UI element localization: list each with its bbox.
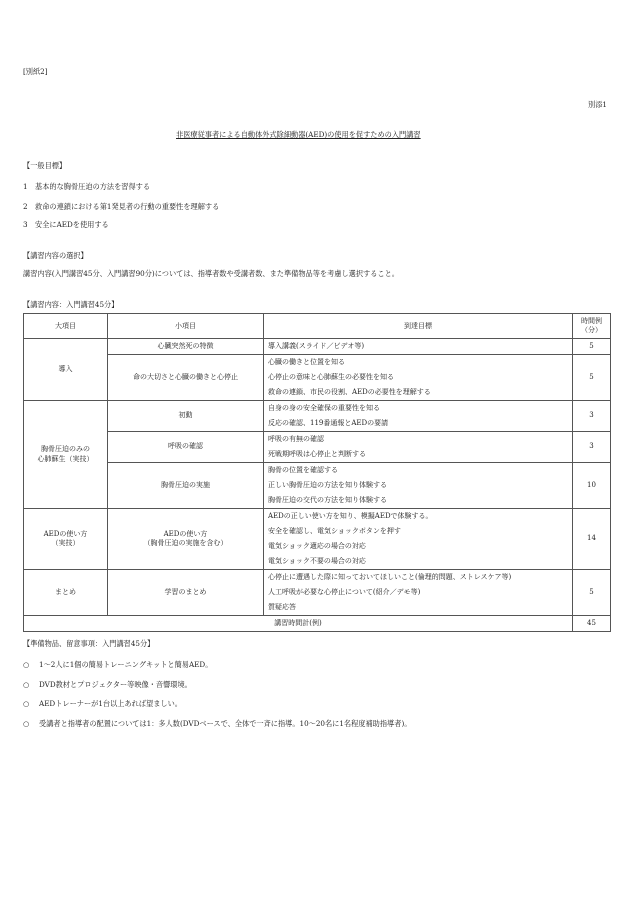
header-major: 大項目 — [24, 314, 108, 339]
time-cell: 5 — [573, 339, 611, 355]
goal-cell: 自身の身の安全確保の重要性を知る 反応の確認、119番通報とAEDの要請 — [264, 401, 573, 432]
preparation-item-text: 1～2人に1個の簡易トレーニングキットと簡易AED。 — [39, 660, 213, 669]
minor-item: 呼吸の確認 — [108, 432, 264, 463]
general-goal-number: 3 — [23, 220, 28, 229]
goal-cell: 心停止に遭遇した際に知っておいてほしいこと(倫理的問題、ストレスケア等) 人工呼吸が必要な心停止について(紹介／デモ等) 質疑応答 — [264, 570, 573, 616]
general-goal-text: 基本的な胸骨圧迫の方法を習得する — [35, 182, 151, 191]
table-row — [24, 509, 611, 570]
time-cell: 14 — [573, 509, 611, 570]
general-goal-number: 2 — [23, 202, 28, 211]
goal-cell: 胸骨の位置を確認する 正しい胸骨圧迫の方法を知り体験する 胸骨圧迫の交代の方法を知り体験する — [264, 463, 573, 509]
table-row — [24, 355, 611, 401]
minor-item: 学習のまとめ — [108, 570, 264, 616]
table-row — [24, 401, 611, 432]
time-cell: 5 — [573, 570, 611, 616]
preparation-item — [23, 661, 212, 670]
course-table-heading: 【講習内容：入門講習45分】 — [23, 300, 119, 309]
preparation-item — [23, 720, 411, 729]
goal-cell: AEDの正しい使い方を知り、模擬AEDで体験する。 安全を確認し、電気ショックボタンを押す 電気ショック適応の場合の対応 電気ショック不要の場合の対応 — [264, 509, 573, 570]
header-minor: 小項目 — [108, 314, 264, 339]
table-header-row — [24, 314, 611, 339]
general-goal-item — [23, 183, 150, 192]
preparation-item — [23, 681, 192, 690]
minor-item: 初動 — [108, 401, 264, 432]
course-table — [23, 313, 611, 632]
bullet-icon: ○ — [23, 660, 30, 669]
time-cell: 3 — [573, 432, 611, 463]
preparation-item — [23, 700, 182, 709]
general-goal-item — [23, 203, 219, 212]
general-goal-item — [23, 221, 109, 230]
total-row — [24, 616, 611, 632]
major-item: 導入 — [24, 339, 108, 401]
minor-item: 命の大切さと心臓の働きと心停止 — [108, 355, 264, 401]
minor-item: 胸骨圧迫の実施 — [108, 463, 264, 509]
selection-heading: 【講習内容の選択】 — [23, 251, 88, 260]
major-item: まとめ — [24, 570, 108, 616]
preparation-item-text: AEDトレーナーが1台以上あれば望ましい。 — [39, 699, 182, 708]
time-cell: 10 — [573, 463, 611, 509]
total-label: 講習時間計(例) — [24, 616, 573, 632]
time-cell: 5 — [573, 355, 611, 401]
bullet-icon: ○ — [23, 699, 30, 708]
goal-cell: 心臓の働きと位置を知る 心停止の意味と心肺蘇生の必要性を知る 救命の連鎖、市民の役割、AEDの必要性を理解する — [264, 355, 573, 401]
table-row — [24, 339, 611, 355]
goal-cell: 導入講義(スライド／ビデオ等) — [264, 339, 573, 355]
time-cell: 3 — [573, 401, 611, 432]
goal-cell: 呼吸の有無の確認 死戦期呼吸は心停止と判断する — [264, 432, 573, 463]
major-item: AEDの使い方 （実技） — [24, 509, 108, 570]
table-row — [24, 570, 611, 616]
general-goal-text: 安全にAEDを使用する — [35, 220, 109, 229]
appendix-label: 別添1 — [588, 100, 607, 109]
attachment-label: [別紙2] — [23, 67, 48, 76]
bullet-icon: ○ — [23, 680, 30, 689]
document-title: 非医療従事者による自動体外式除細動器(AED)の使用を促すための入門講習 — [176, 130, 421, 139]
preparation-item-text: DVD教材とプロジェクター等映像・音響環境。 — [39, 680, 192, 689]
header-time: 時間例（分） — [573, 314, 611, 339]
table-row — [24, 463, 611, 509]
bullet-icon: ○ — [23, 719, 30, 728]
general-goal-number: 1 — [23, 182, 28, 191]
general-goal-text: 救命の連鎖における第1発見者の行動の重要性を理解する — [35, 202, 220, 211]
selection-text: 講習内容(入門講習45分、入門講習90分)については、指導者数や受講者数、また準備物品等を考慮し選択すること。 — [23, 269, 399, 278]
minor-item: AEDの使い方 （胸骨圧迫の実施を含む） — [108, 509, 264, 570]
preparation-item-text: 受講者と指導者の配置については1：多人数(DVDベースで、全体で一斉に指導。10～20名に1名程度補助指導者)。 — [39, 719, 412, 728]
header-goal: 到達目標 — [264, 314, 573, 339]
minor-item: 心臓突然死の特徴 — [108, 339, 264, 355]
major-item: 胸骨圧迫のみの 心肺蘇生（実技） — [24, 401, 108, 509]
total-time: 45 — [573, 616, 611, 632]
table-row — [24, 432, 611, 463]
preparation-heading: 【準備物品、留意事項：入門講習45分】 — [23, 639, 155, 648]
general-goals-heading: 【一般目標】 — [23, 161, 67, 170]
